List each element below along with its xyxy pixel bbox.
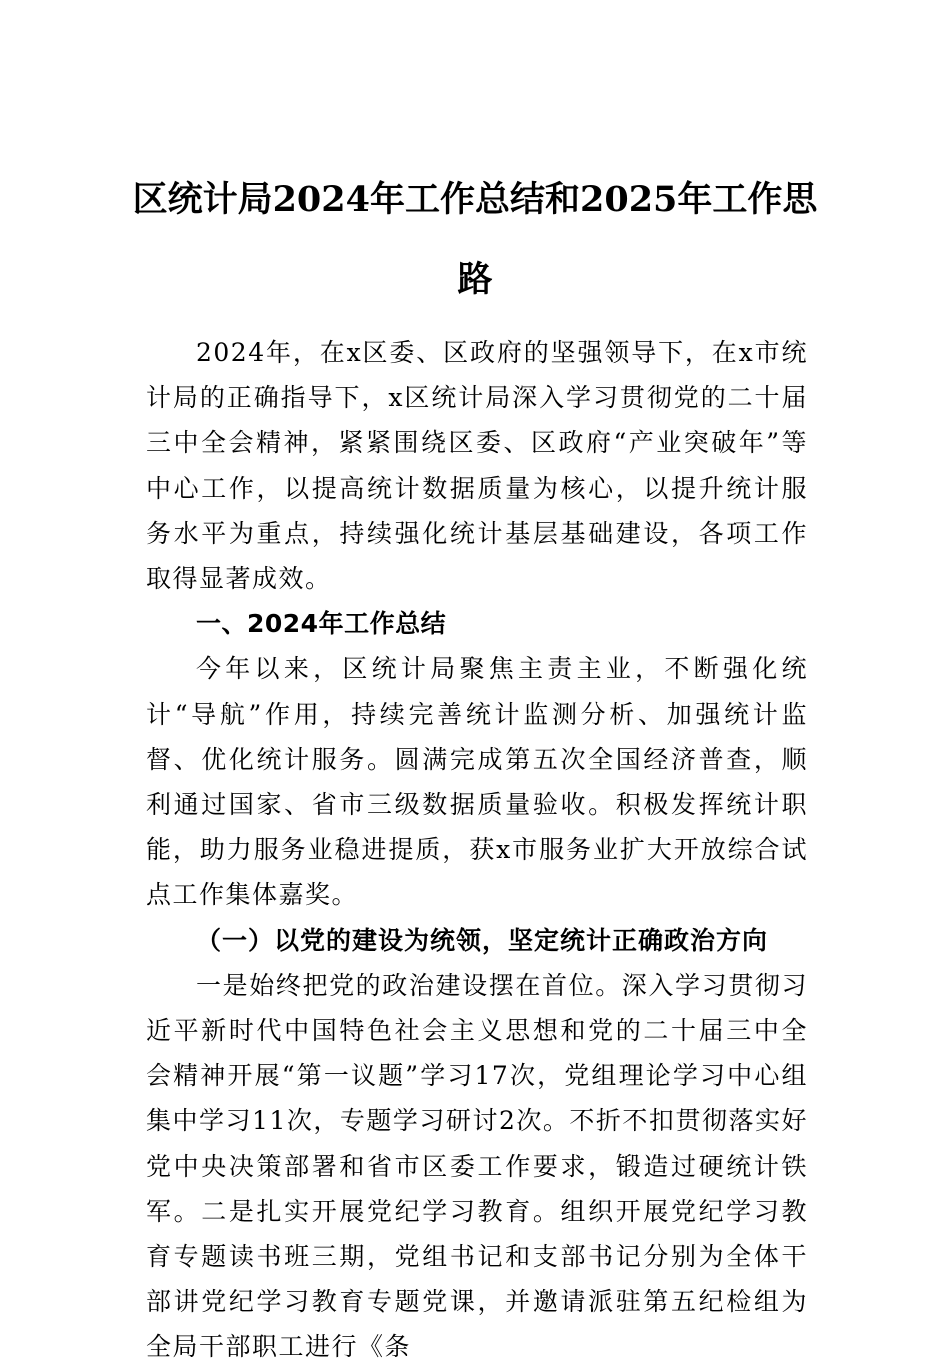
subsection-heading-party-building: （一）以党的建设为统领，坚定统计正确政治方向 (196, 925, 769, 955)
summary-paragraph: 今年以来，区统计局聚焦主责主业，不断强化统计“导航”作用，持续完善统计监测分析、加强统计监督、优化统计服务。圆满完成第五次全国经济普查，顺利通过国家、省市三级数据质量验收。积极发挥统计职能，助力服务业稳进提质，获x市服务业扩大开放综合试点工作集体嘉奖。 (146, 654, 808, 910)
intro-paragraph: 2024年，在x区委、区政府的坚强领导下，在x市统计局的正确指导下，x区统计局深入学习贯彻党的二十届三中全会精神，紧紧围绕区委、区政府“产业突破年”等中心工作，以提高统计数据质量为核心，以提升统计服务水平为重点，持续强化统计基层基础建设，各项工作取得显著成效。 (146, 338, 808, 594)
section-heading-2024-summary: 一、2024年工作总结 (196, 609, 447, 639)
document-title: 区统计局2024年工作总结和2025年工作思路 (132, 179, 818, 300)
party-building-paragraph: 一是始终把党的政治建设摆在首位。深入学习贯彻习近平新时代中国特色社会主义思想和党的二十届三中全会精神开展“第一议题”学习17次，党组理论学习中心组集中学习11次，专题学习研讨2次。不折不扣贯彻落实好党中央决策部署和省市区委工作要求，锻造过硬统计铁军。二是扎实开展党纪学习教育。组织开展党纪学习教育专题读书班三期，党组书记和支部书记分别为全体干部讲党纪学习教育专题党课，并邀请派驻第五纪检组为全局干部职工进行《条 (146, 970, 808, 1362)
document-body (146, 330, 808, 1370)
